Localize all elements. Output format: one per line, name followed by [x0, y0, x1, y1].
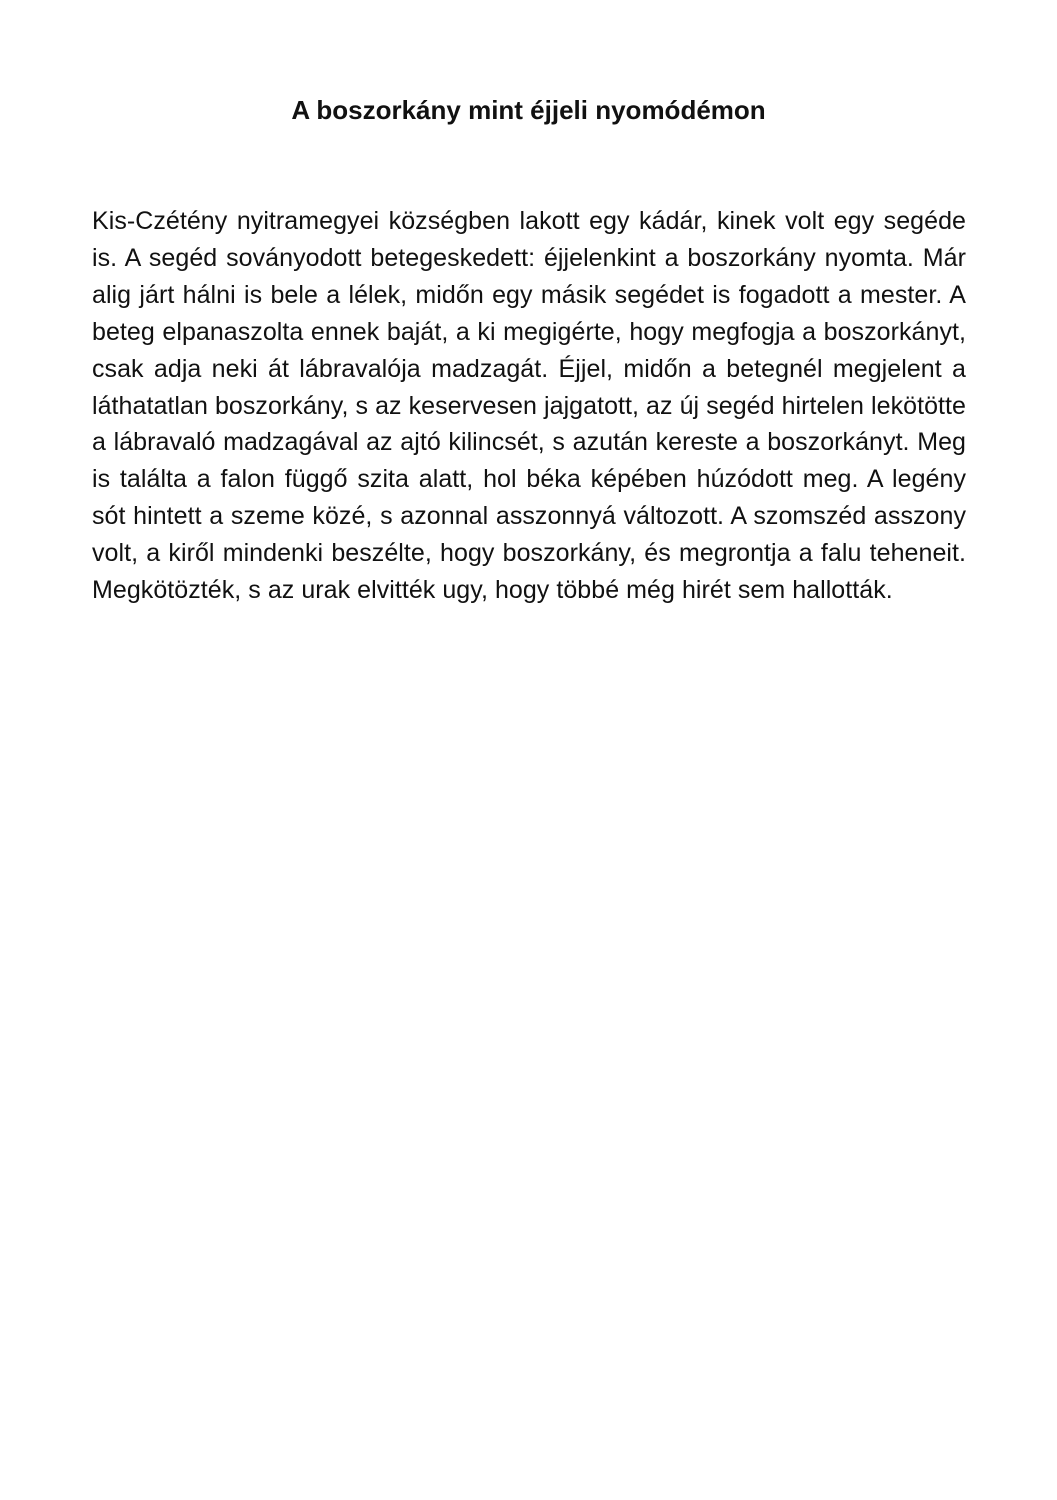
document-title: A boszorkány mint éjjeli nyomódémon [291, 95, 766, 125]
document-body-paragraph: Kis-Czétény nyitramegyei községben lakott egy kádár, kinek volt egy segéde is. A segéd soványodott betegeskedett: éjjelenkint a boszorkány nyomta. Már alig járt hálni is bele a lélek, midőn egy másik segédet is fogadott a mester. A beteg elpanaszolta ennek baját, a ki megigérte, hogy megfogja a boszorkányt, csak adja neki át lábravalója madzagát. Éjjel, midőn a betegnél megjelent a láthatatlan boszorkány, s az keservesen jajgatott, az új segéd hirtelen lekötötte a lábravaló madzagával az ajtó kilincsét, s azután kereste a boszorkányt. Meg is találta a falon függő szita alatt, hol béka képében húzódott meg. A legény sót hintett a szeme közé, s azonnal asszonnyá változott. A szomszéd asszony volt, a kiről mindenki beszélte, hogy boszorkány, és megrontja a falu teheneit. Megkötözték, s az urak elvitték ugy, hogy többé még hirét sem hallották. [92, 207, 966, 605]
